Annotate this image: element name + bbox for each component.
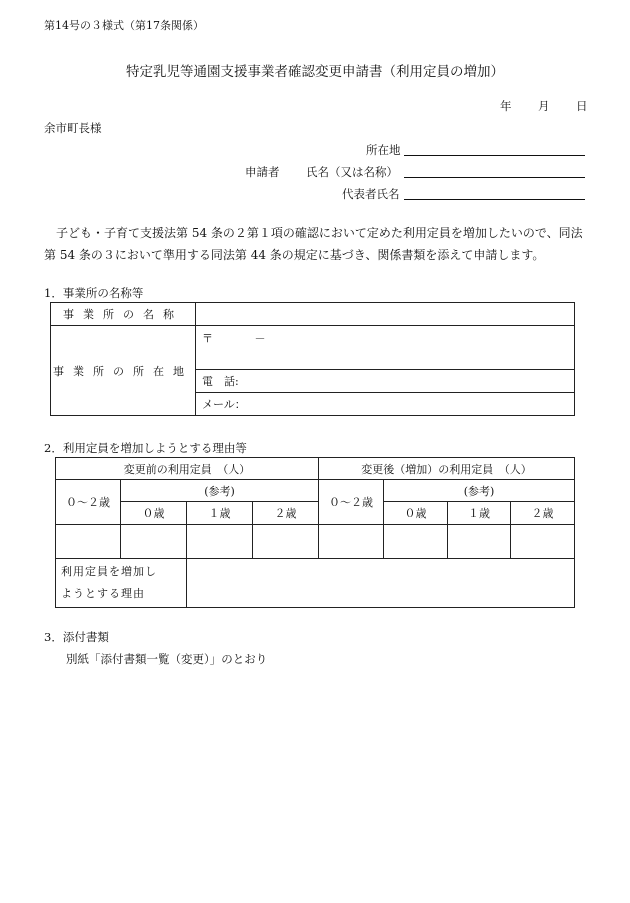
- input-after-0-2[interactable]: [319, 525, 384, 559]
- input-after-2[interactable]: [511, 525, 575, 559]
- col-after-0: ０歳: [384, 502, 448, 525]
- input-before-2[interactable]: [253, 525, 319, 559]
- attachments-text: 別紙「添付書類一覧（変更）」のとおり: [66, 652, 268, 666]
- input-after-0[interactable]: [384, 525, 448, 559]
- section1-heading: 1．事業所の名称等: [44, 286, 144, 300]
- col-before-1: １歳: [187, 502, 253, 525]
- col-before-2: ２歳: [253, 502, 319, 525]
- name-label: 氏名（又は名称）: [306, 165, 398, 179]
- before-header: 変更前の利用定員 （人）: [56, 458, 319, 480]
- col-before-0: ０歳: [121, 502, 187, 525]
- date-year-label: 年: [500, 99, 512, 113]
- addressee: 余市町長様: [44, 121, 102, 135]
- col-after-0-2: ０～２歳: [319, 480, 384, 525]
- input-before-0-2[interactable]: [56, 525, 121, 559]
- phone-field[interactable]: [196, 370, 575, 393]
- col-after-1: １歳: [448, 502, 511, 525]
- facility-name-field[interactable]: [196, 303, 575, 326]
- reason-field[interactable]: [187, 559, 575, 608]
- col-before-0-2: ０～２歳: [56, 480, 121, 525]
- body-text: 子ども・子育て支援法第 54 条の２第１項の確認において定めた利用定員を増加したいので、同法第 54 条の３において準用する同法第 44 条の規定に基づき、関係書類を添えて申請します。: [44, 226, 583, 262]
- reference-before: (参考): [121, 480, 319, 502]
- facility-table: [50, 302, 575, 416]
- postal-dash: －: [254, 332, 266, 345]
- address-line[interactable]: [404, 155, 585, 156]
- email-field[interactable]: [196, 393, 575, 416]
- after-header: 変更後（増加）の利用定員 （人）: [319, 458, 575, 480]
- date-day-label: 日: [576, 99, 588, 113]
- col-after-2: ２歳: [511, 502, 575, 525]
- reference-after: (参考): [384, 480, 575, 502]
- facility-location-label: 事業所の所在地: [51, 326, 196, 416]
- input-after-1[interactable]: [448, 525, 511, 559]
- representative-line[interactable]: [404, 199, 585, 200]
- section2-heading: 2．利用定員を増加しようとする理由等: [44, 441, 247, 455]
- email-label: メール：: [202, 398, 246, 411]
- date-month-label: 月: [538, 99, 550, 113]
- name-line[interactable]: [404, 177, 585, 178]
- capacity-table: [55, 457, 575, 608]
- representative-label: 代表者氏名: [342, 187, 400, 201]
- postal-mark: 〒: [202, 332, 213, 345]
- reason-label: 利用定員を増加しようとする理由: [56, 559, 187, 608]
- postal-code-field[interactable]: [196, 326, 575, 370]
- section3-heading: 3．添付書類: [44, 630, 109, 644]
- applicant-role-label: 申請者: [245, 165, 280, 179]
- input-before-0[interactable]: [121, 525, 187, 559]
- input-before-1[interactable]: [187, 525, 253, 559]
- phone-label: 電 話:: [202, 375, 239, 388]
- address-label: 所在地: [366, 143, 401, 157]
- form-number: 第14号の３様式（第17条関係）: [44, 19, 204, 32]
- facility-name-label: 事業所の名称: [51, 303, 196, 326]
- page-title: 特定乳児等通園支援事業者確認変更申請書（利用定員の増加）: [126, 64, 504, 80]
